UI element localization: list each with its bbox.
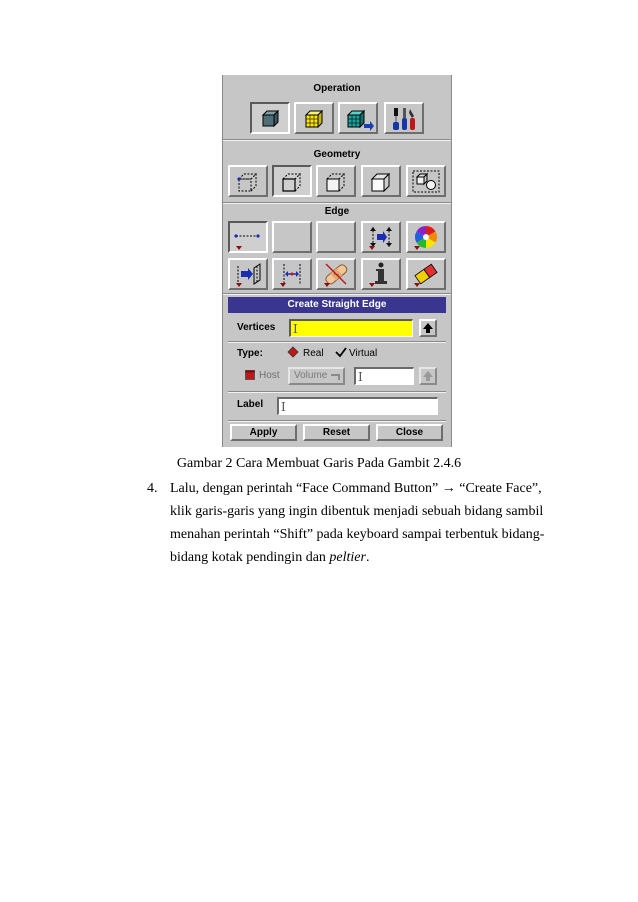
group-tool-icon [296, 104, 332, 132]
vertices-select-button[interactable] [419, 319, 437, 337]
label-label: Label [237, 399, 264, 410]
paragraph-line-4 [170, 547, 533, 569]
type-label: Type: [237, 348, 263, 359]
type-real-option[interactable]: Real [303, 348, 324, 359]
host-checkbox-icon[interactable] [245, 370, 256, 381]
up-arrow-icon [421, 369, 435, 383]
figure-caption: Gambar 2 Cara Membuat Garis Pada Gambit 2.4.6 [176, 456, 462, 471]
edge-title: Edge [324, 206, 350, 217]
face-command-button[interactable] [316, 165, 356, 197]
edge-empty-slot-1[interactable] [272, 221, 312, 253]
mesh-tool-icon [340, 104, 376, 132]
connect-edges-button[interactable] [228, 258, 268, 290]
type-virtual-option[interactable]: Virtual [349, 348, 378, 359]
geometry-title: Geometry [313, 149, 361, 160]
edge-empty-slot-2[interactable] [316, 221, 356, 253]
host-label: Host [259, 370, 280, 381]
volume-command-button[interactable] [361, 165, 401, 197]
form-title-bar: Create Straight Edge [228, 297, 446, 313]
create-straight-edge-button[interactable] [228, 221, 268, 253]
volume-tool-button[interactable] [250, 102, 290, 134]
vertices-label: Vertices [237, 322, 276, 333]
close-button[interactable]: Close [376, 424, 443, 441]
operation-title: Operation [313, 83, 361, 94]
modify-edge-button[interactable] [316, 258, 356, 290]
host-select-button[interactable] [419, 367, 437, 385]
color-wheel-button[interactable] [406, 221, 446, 253]
delete-edge-button[interactable] [406, 258, 446, 290]
text-cursor-icon: I [358, 370, 363, 384]
face-command-icon [318, 167, 354, 195]
dropdown-indicator-icon [331, 374, 340, 380]
group-command-button[interactable] [406, 165, 446, 197]
tools-button[interactable] [384, 102, 424, 134]
paragraph-line-1: Lalu, dengan perintah “Face Command Button” → “Create Face”, [170, 481, 542, 496]
split-edge-button[interactable] [361, 221, 401, 253]
mesh-tool-button[interactable] [338, 102, 378, 134]
label-field[interactable] [277, 397, 438, 415]
peltier-term: peltier [329, 550, 366, 565]
radio-virtual-icon[interactable] [335, 346, 347, 358]
vertex-command-icon [230, 167, 266, 195]
vertex-command-button[interactable] [228, 165, 268, 197]
host-type-dropdown[interactable] [288, 367, 345, 385]
paragraph-line-2: klik garis-garis yang ingin dibentuk menjadi sebuah bidang sambil [170, 504, 544, 519]
paragraph-line-3: menahan perintah “Shift” pada keyboard sampai terbentuk bidang- [170, 527, 545, 542]
edge-command-button[interactable] [272, 165, 312, 197]
group-command-icon [408, 167, 444, 195]
paragraph-line-4-text: bidang kotak pendingin dan [170, 550, 330, 565]
paragraph-line-4-end: . [365, 550, 370, 565]
reset-button[interactable]: Reset [303, 424, 370, 441]
apply-button[interactable]: Apply [230, 424, 297, 441]
summarize-edge-button[interactable] [361, 258, 401, 290]
move-edge-button[interactable] [272, 258, 312, 290]
up-arrow-icon [421, 321, 435, 335]
vertices-field[interactable] [289, 319, 413, 337]
group-tool-button[interactable] [294, 102, 334, 134]
host-type-value: Volume [294, 370, 328, 381]
edge-command-icon [274, 167, 310, 195]
volume-tool-icon [252, 104, 288, 132]
radio-real-icon[interactable] [287, 346, 299, 358]
volume-command-icon [363, 167, 399, 195]
list-number: 4. [147, 481, 158, 496]
host-entity-field[interactable] [354, 367, 414, 385]
text-cursor-icon: I [293, 322, 298, 336]
text-cursor-icon: I [281, 400, 286, 414]
tools-icon [386, 104, 422, 132]
gambit-command-panel [222, 75, 452, 447]
